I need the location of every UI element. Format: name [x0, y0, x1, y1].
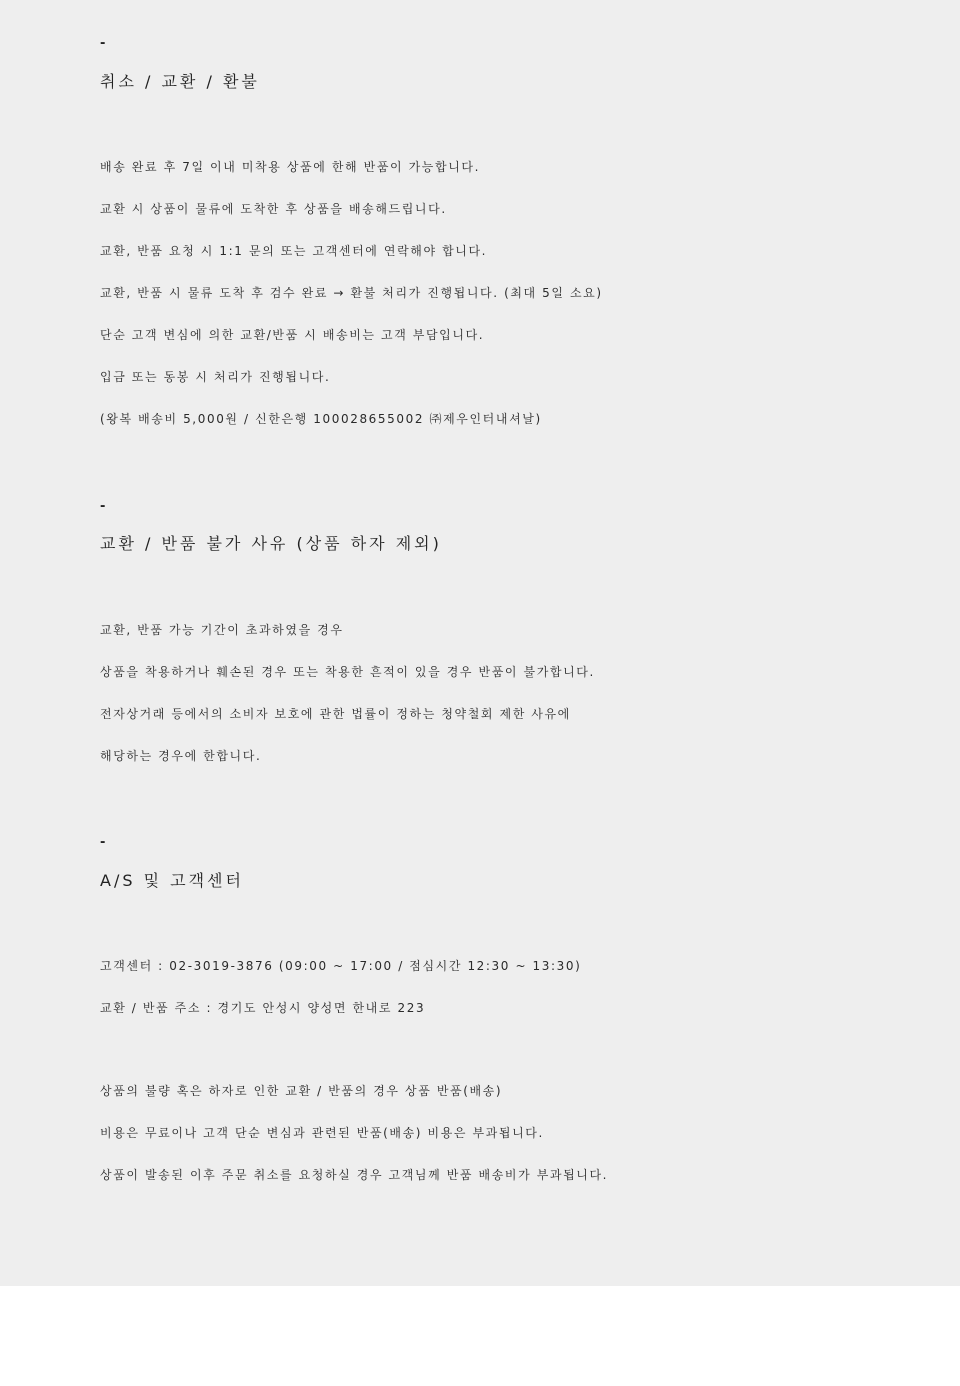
policy-line: 상품을 착용하거나 훼손된 경우 또는 착용한 흔적이 있을 경우 반품이 불가합니다.	[100, 665, 595, 679]
policy-line: 교환 시 상품이 물류에 도착한 후 상품을 배송해드립니다.	[100, 202, 447, 216]
policy-line: 배송 완료 후 7일 이내 미착용 상품에 한해 반품이 가능합니다.	[100, 160, 480, 174]
policy-line: 전자상거래 등에서의 소비자 보호에 관한 법률이 정하는 청약철회 제한 사유에	[100, 707, 571, 721]
policy-line: 상품의 불량 혹은 하자로 인한 교환 / 반품의 경우 상품 반품(배송)	[100, 1084, 503, 1098]
section-divider-mark: -	[100, 499, 106, 514]
policy-line: 교환, 반품 요청 시 1:1 문의 또는 고객센터에 연락해야 합니다.	[100, 244, 488, 258]
page-bottom-blank	[0, 1286, 960, 1386]
policy-line: 입금 또는 동봉 시 처리가 진행됩니다.	[100, 370, 331, 384]
section-title-cancel-exchange-refund: 취소 / 교환 / 환불	[100, 72, 260, 91]
policy-line: 해당하는 경우에 한합니다.	[100, 749, 262, 763]
section-divider-mark: -	[100, 835, 106, 850]
policy-line: 교환, 반품 시 물류 도착 후 검수 완료 → 환불 처리가 진행됩니다. (최대 5일 소요)	[100, 286, 603, 300]
policy-line: 단순 고객 변심에 의한 교환/반품 시 배송비는 고객 부담입니다.	[100, 328, 485, 342]
section-title-no-return-reasons: 교환 / 반품 불가 사유 (상품 하자 제외)	[100, 534, 442, 553]
policy-line: 비용은 무료이나 고객 단순 변심과 관련된 반품(배송) 비용은 부과됩니다.	[100, 1126, 544, 1140]
policy-line: 상품이 발송된 이후 주문 취소를 요청하실 경우 고객님께 반품 배송비가 부과됩니다.	[100, 1168, 609, 1182]
policy-line: 교환 / 반품 주소 : 경기도 안성시 양성면 한내로 223	[100, 1001, 426, 1015]
section-title-as-customer-center: A/S 및 고객센터	[100, 871, 244, 890]
section-divider-mark: -	[100, 36, 106, 51]
policy-line: 고객센터 : 02-3019-3876 (09:00 ~ 17:00 / 점심시간 12:30 ~ 13:30)	[100, 959, 582, 973]
policy-line: 교환, 반품 가능 기간이 초과하였을 경우	[100, 623, 344, 637]
policy-line: (왕복 배송비 5,000원 / 신한은행 100028655002 ㈜제우인터내셔날)	[100, 412, 542, 426]
